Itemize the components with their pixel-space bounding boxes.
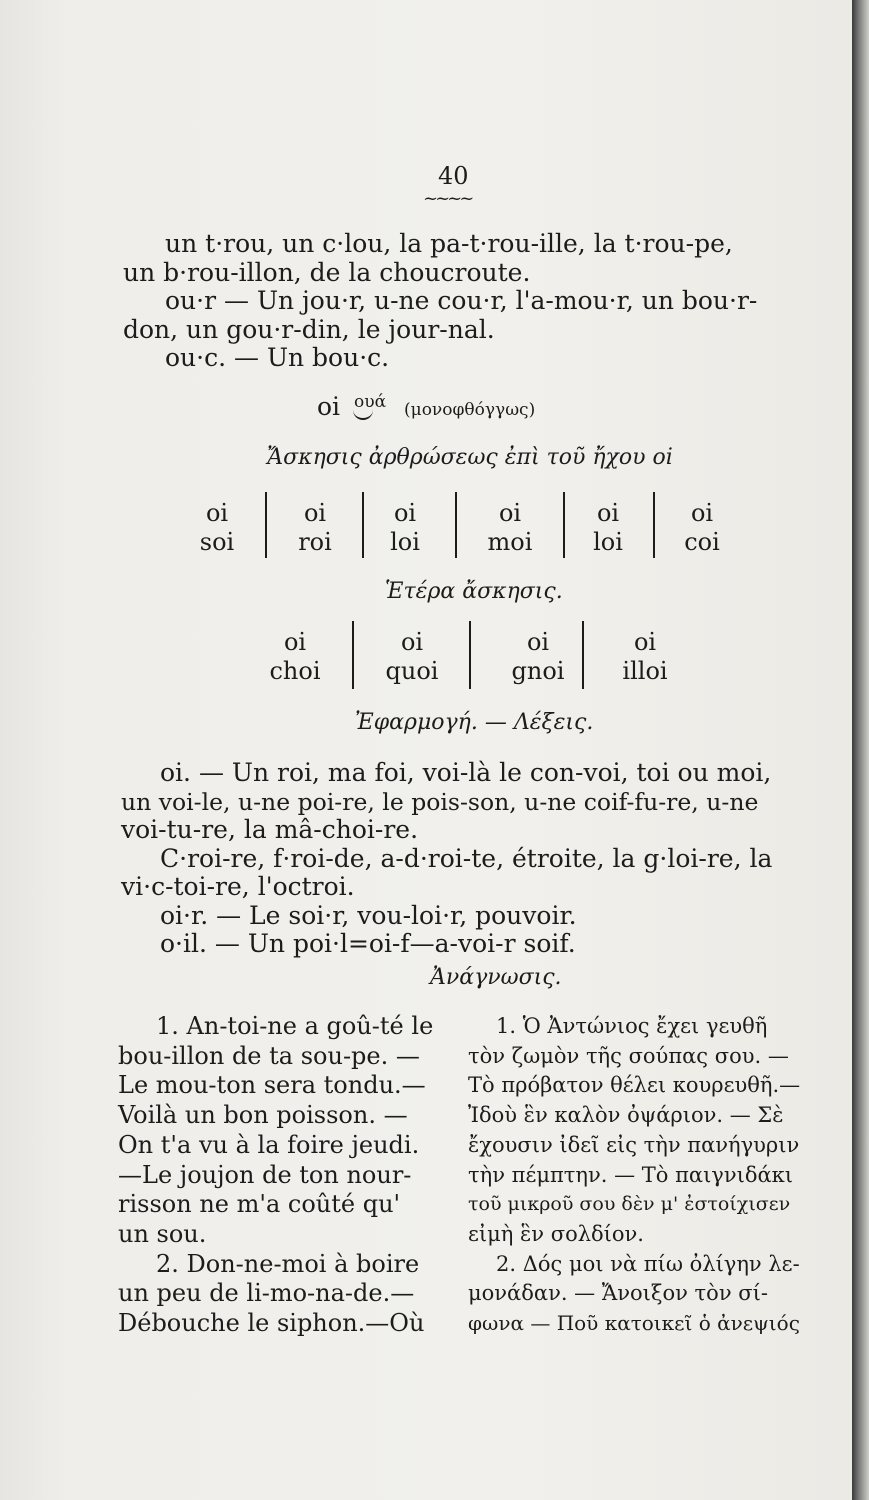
table1-bottom-6: coi	[684, 528, 720, 556]
greek-line: 2. Δός μοι νὰ πίω ὀλίγην λε-	[496, 1251, 800, 1276]
greek-line: τοῦ μικροῦ σου δὲν μ' ἐστοίχισεν	[468, 1193, 791, 1216]
greek-line: Ἰδοὺ ἓν καλὸν ὀψάριον. — Σὲ	[468, 1103, 784, 1128]
words-line-4: C·roi-re, f·roi-de, a-d·roi-te, étroite, la g·loi-re, la	[160, 844, 773, 873]
table2-bottom-1: choi	[269, 657, 321, 685]
french-line: un sou.	[118, 1219, 207, 1248]
greek-line: 1. Ὁ Ἀντώνιος ἔχει γευθῆ	[496, 1014, 768, 1038]
french-line: risson ne m'a coûté qu'	[118, 1190, 401, 1219]
table1-divider	[265, 492, 267, 558]
table2-divider	[582, 621, 584, 689]
oi-heading-label: oi	[317, 392, 341, 421]
french-line: On t'a vu à la foire jeudi.	[118, 1130, 420, 1159]
greek-line: εἰμὴ ἓν σολδίον.	[468, 1221, 644, 1246]
table2-top-4: oi	[633, 628, 657, 656]
intro-line-1: un t·rou, un c·lou, la pa-t·rou-ille, la t·rou-pe,	[165, 229, 733, 258]
words-line-5: vi·c-toi-re, l'octroi.	[121, 872, 355, 901]
words-line-2: un voi-le, u-ne poi-re, le pois-son, u-ne coif-fu-re, u-ne	[121, 788, 759, 816]
greek-line: τὴν πέμπτην. — Τὸ παιγνιδάκι	[468, 1162, 794, 1187]
table1-bottom-5: loi	[593, 528, 623, 556]
table1-divider	[455, 492, 457, 558]
table1-bottom-2: roi	[298, 528, 332, 556]
oi-heading	[317, 392, 535, 425]
french-line: bou-illon de ta sou-pe. —	[118, 1041, 420, 1070]
intro-line-4: don, un gou·r-din, le jour-nal.	[123, 315, 495, 344]
table1-divider	[653, 492, 655, 558]
exercise-title: Ἄσκησις ἀρθρώσεως ἐπὶ τοῦ ἤχου oi	[267, 445, 673, 470]
french-column	[118, 1012, 433, 1339]
oi-heading-note: (μονοφθόγγως)	[404, 400, 536, 420]
table1-top-2: oi	[303, 499, 327, 527]
french-line: —Le joujon de ton nour-	[118, 1160, 412, 1189]
table1-top-6: oi	[690, 499, 714, 527]
french-line: un peu de li-mo-na-de.—	[118, 1279, 415, 1308]
greek-line: φωνα — Ποῦ κατοικεῖ ὁ ἀνεψιός	[468, 1311, 800, 1336]
exercise2-title: Ἑτέρα ἄσκησις.	[385, 579, 563, 604]
table2-divider	[469, 621, 471, 689]
table1-bottom-3: loi	[390, 528, 420, 556]
words-line-1: oi. — Un roi, ma foi, voi-là le con-voi, toi ou moi,	[160, 758, 772, 787]
table1-top-1: oi	[205, 499, 229, 527]
french-line: Voilà un bon poisson. —	[118, 1101, 408, 1130]
table2-bottom-3: gnoi	[511, 657, 565, 685]
table1-bottom-4: moi	[487, 528, 533, 556]
table1-bottom-1: soi	[199, 528, 235, 556]
application-title: Ἐφαρμογή. — Λέξεις.	[355, 710, 594, 735]
page-number-ornament: ~~~~	[423, 188, 472, 209]
reading-title: Ἀνάγνωσις.	[430, 965, 562, 990]
table2-top-2: oi	[400, 628, 424, 656]
words-line-6: oi·r. — Le soi·r, vou-loi·r, pouvoir.	[160, 901, 577, 930]
oi-heading-sound: ουά	[354, 392, 387, 412]
intro-line-5: ou·c. — Un bou·c.	[165, 343, 390, 372]
intro-line-3: ou·r — Un jou·r, u-ne cou·r, l'a-mou·r, un bou·r-	[165, 286, 758, 315]
table1-top-3: oi	[393, 499, 417, 527]
greek-line: μονάδαν. — Ἄνοιξον τὸν σί-	[468, 1281, 768, 1306]
table1-top-5: oi	[596, 499, 620, 527]
french-line: Le mou-ton sera tondu.—	[118, 1071, 426, 1100]
table1-divider	[362, 492, 364, 558]
table2-bottom-2: quoi	[385, 657, 439, 685]
table2-bottom-4: illoi	[622, 657, 668, 685]
french-line: Débouche le siphon.—Où	[118, 1309, 425, 1338]
table2-top-3: oi	[526, 628, 550, 656]
table1-divider	[563, 492, 565, 558]
table2-top-1: oi	[283, 628, 307, 656]
greek-line: Τὸ πρόβατον θέλει κουρευθῆ.—	[468, 1073, 801, 1098]
intro-line-2: un b·rou-illon, de la choucroute.	[123, 258, 531, 287]
greek-line: τὸν ζωμὸν τῆς σούπας σου. —	[468, 1043, 789, 1068]
french-line: 1. An-toi-ne a goû-té le	[156, 1012, 434, 1040]
book-binding-edge	[852, 0, 869, 1500]
words-line-7: o·il. — Un poi·l=oi-f—a-voi-r soif.	[160, 929, 576, 958]
greek-column	[468, 1012, 800, 1339]
table2-divider	[352, 621, 354, 689]
greek-line: ἔχουσιν ἰδεῖ εἰς τὴν πανήγυριν	[468, 1132, 800, 1157]
page-number: 40	[438, 162, 469, 190]
french-line: 2. Don-ne-moi à boire	[156, 1249, 420, 1278]
words-line-3: voi-tu-re, la mâ-choi-re.	[121, 815, 419, 844]
table1-top-4: oi	[498, 499, 522, 527]
